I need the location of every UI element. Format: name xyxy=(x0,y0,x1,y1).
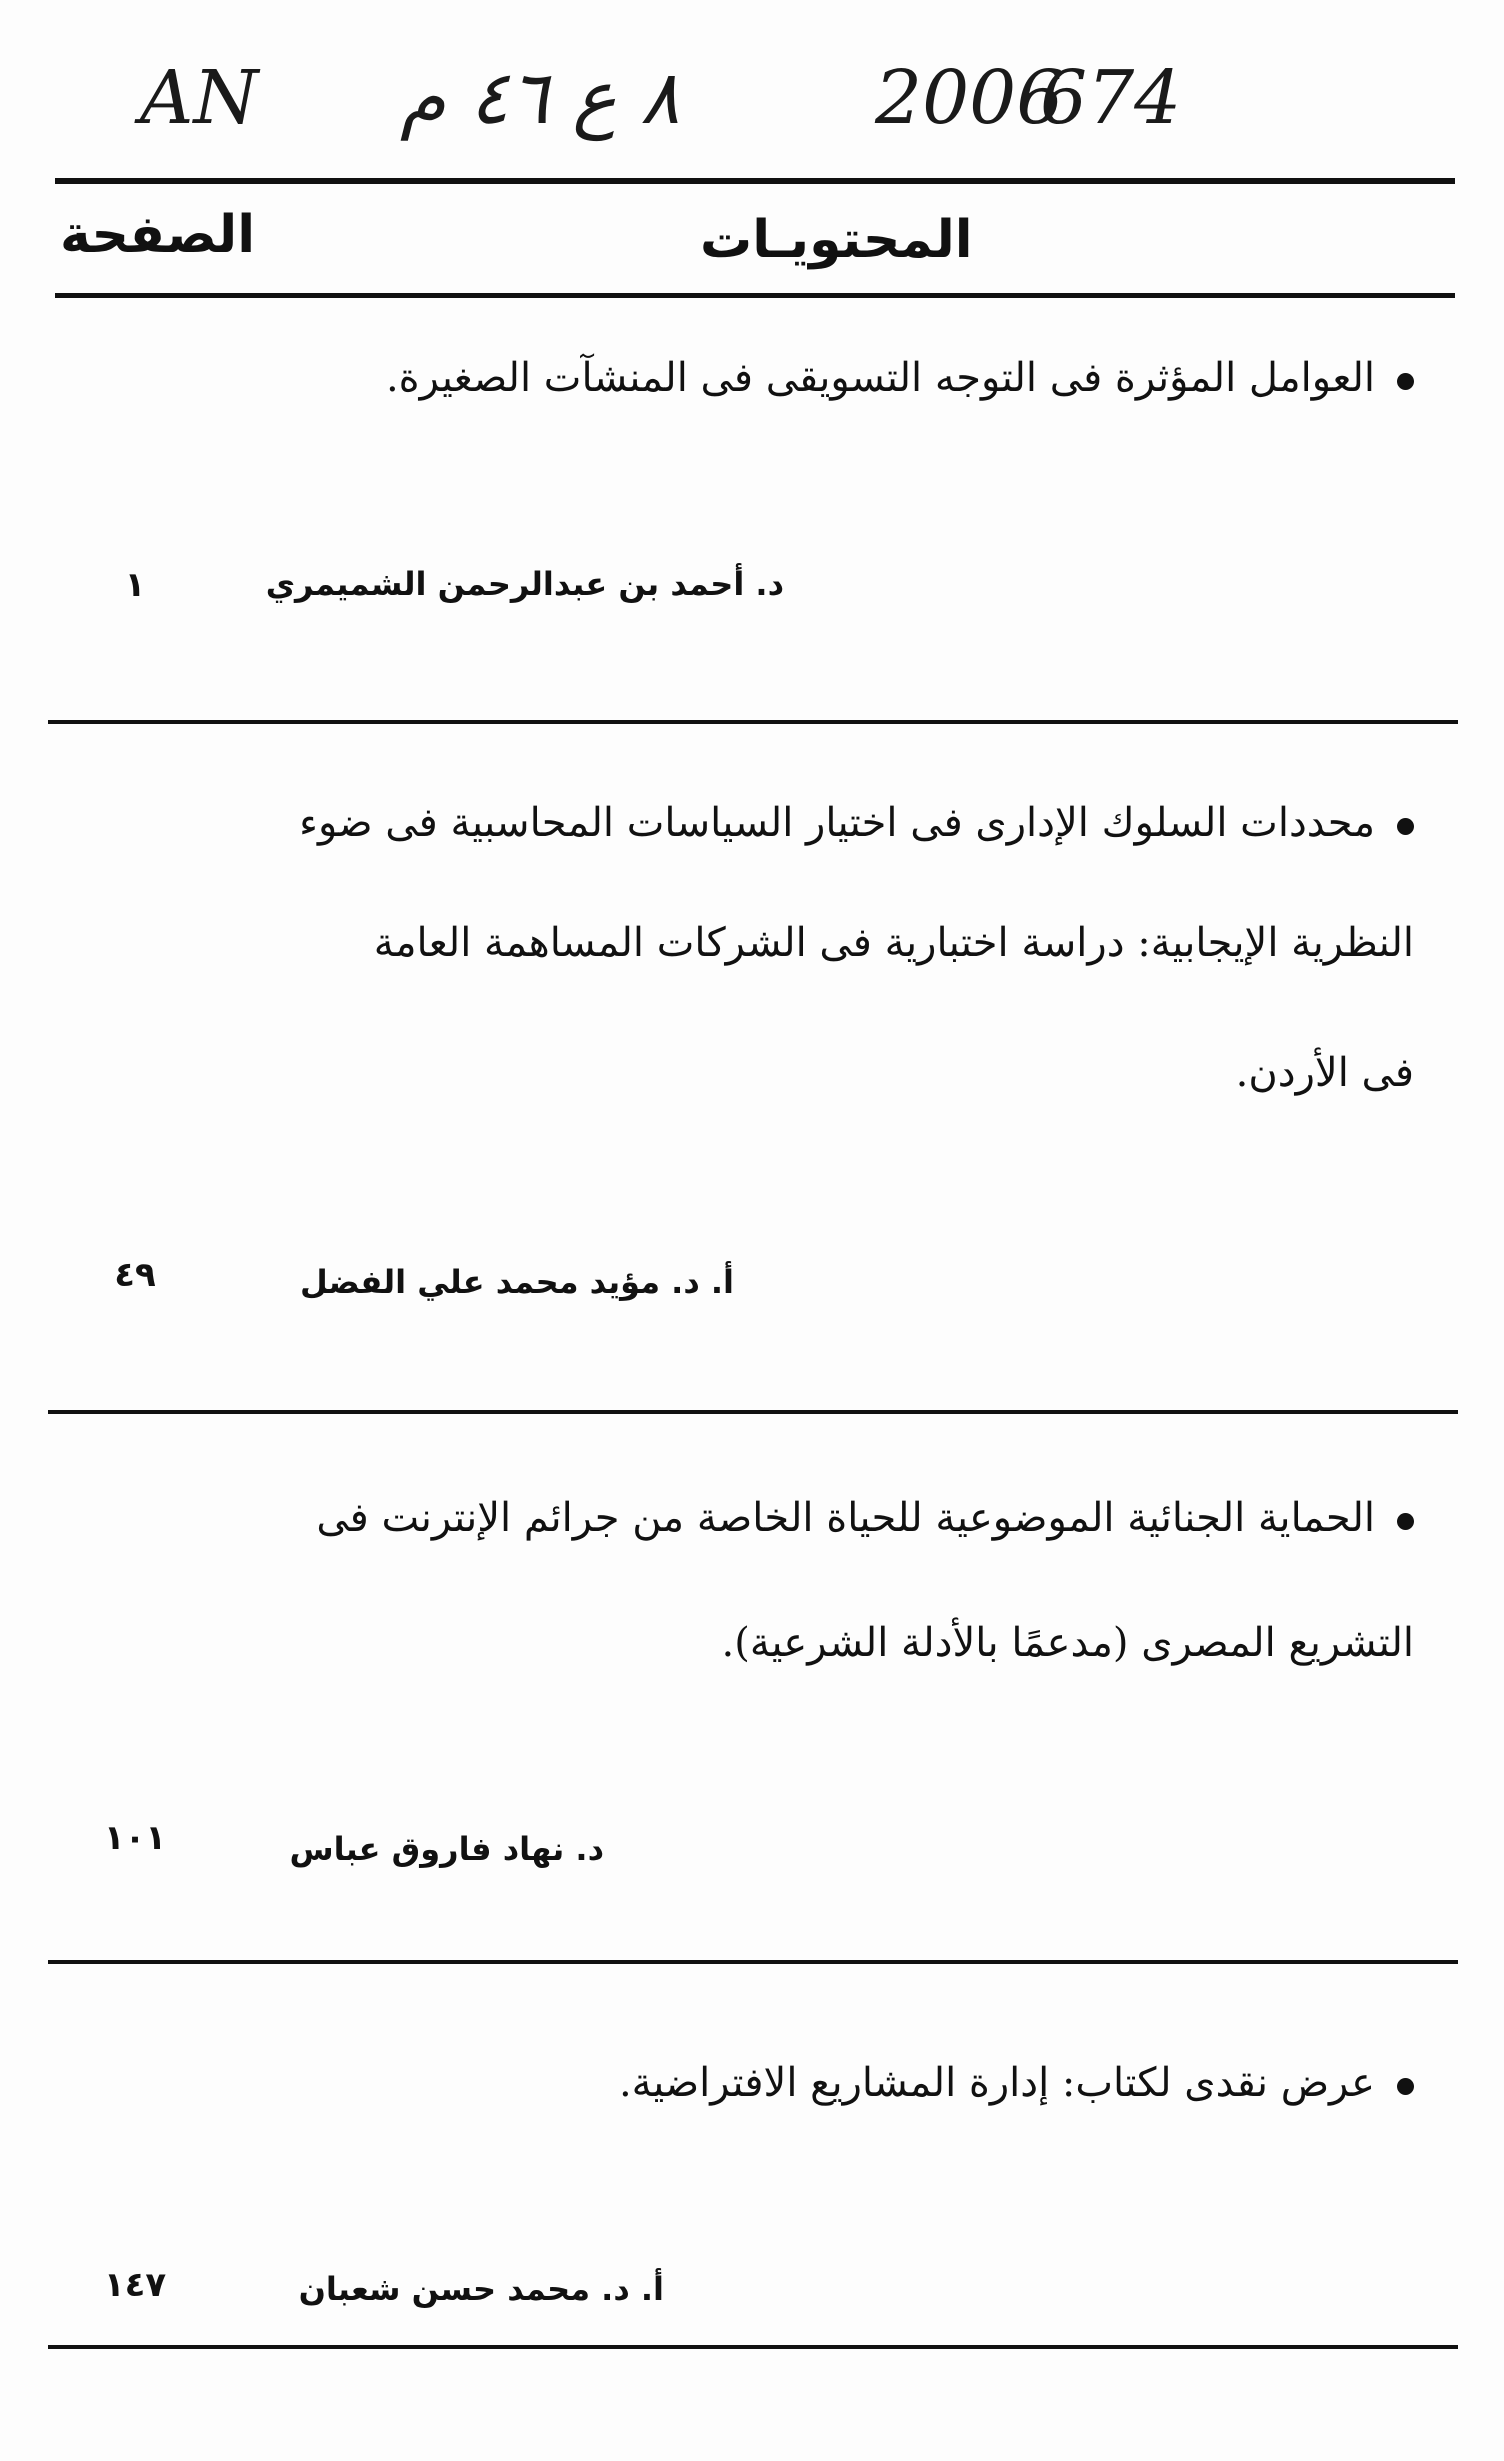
entry-author: أ. د. مؤيد محمد علي الفضل xyxy=(300,1263,734,1301)
bullet-icon xyxy=(1397,1513,1414,1530)
entry-title-line: عرض نقدى لكتاب: إدارة المشاريع الافتراضية. xyxy=(619,2060,1414,2106)
entry-title-line: الحماية الجنائية الموضوعية للحياة الخاصة من جرائم الإنترنت فى xyxy=(316,1495,1414,1541)
page-column-label: الصفحة xyxy=(60,205,256,265)
handwritten-year: 2006 xyxy=(875,55,1064,141)
handwritten-catalog-number: 674 xyxy=(1040,55,1182,141)
entry-divider xyxy=(48,1960,1458,1964)
bottom-rule xyxy=(48,2345,1458,2349)
entry-page-number: ١٤٧ xyxy=(103,2265,167,2305)
bullet-icon xyxy=(1397,2078,1414,2095)
entry-divider xyxy=(48,720,1458,724)
bullet-icon xyxy=(1397,818,1414,835)
entry-author: د. أحمد بن عبدالرحمن الشميمري xyxy=(265,565,784,603)
entry-title-line: التشريع المصرى (مدعمًا بالأدلة الشرعية). xyxy=(721,1620,1414,1666)
contents-title: المحتويـات xyxy=(700,210,973,270)
header-rule xyxy=(55,293,1455,298)
entry-title-line: النظرية الإيجابية: دراسة اختبارية فى الشركات المساهمة العامة xyxy=(373,920,1414,966)
entry-title-line: فى الأردن. xyxy=(1235,1050,1414,1096)
entry-author: د. نهاد فاروق عباس xyxy=(289,1830,604,1868)
entry-title-line: محددات السلوك الإدارى فى اختيار السياسات المحاسبية فى ضوء xyxy=(299,800,1414,846)
bullet-icon xyxy=(1397,373,1414,390)
entry-page-number: ٤٩ xyxy=(114,1255,156,1295)
entry-divider xyxy=(48,1410,1458,1414)
top-rule xyxy=(55,178,1455,184)
entry-title-line: العوامل المؤثرة فى التوجه التسويقى فى المنشآت الصغيرة. xyxy=(386,355,1414,401)
entry-author: أ. د. محمد حسن شعبان xyxy=(298,2270,664,2308)
handwritten-volume-issue: ٨ ع ٤٦ م xyxy=(400,55,680,141)
handwritten-code: AN xyxy=(140,55,259,141)
entry-page-number: ١٠١ xyxy=(103,1818,167,1858)
entry-page-number: ١ xyxy=(124,565,146,605)
